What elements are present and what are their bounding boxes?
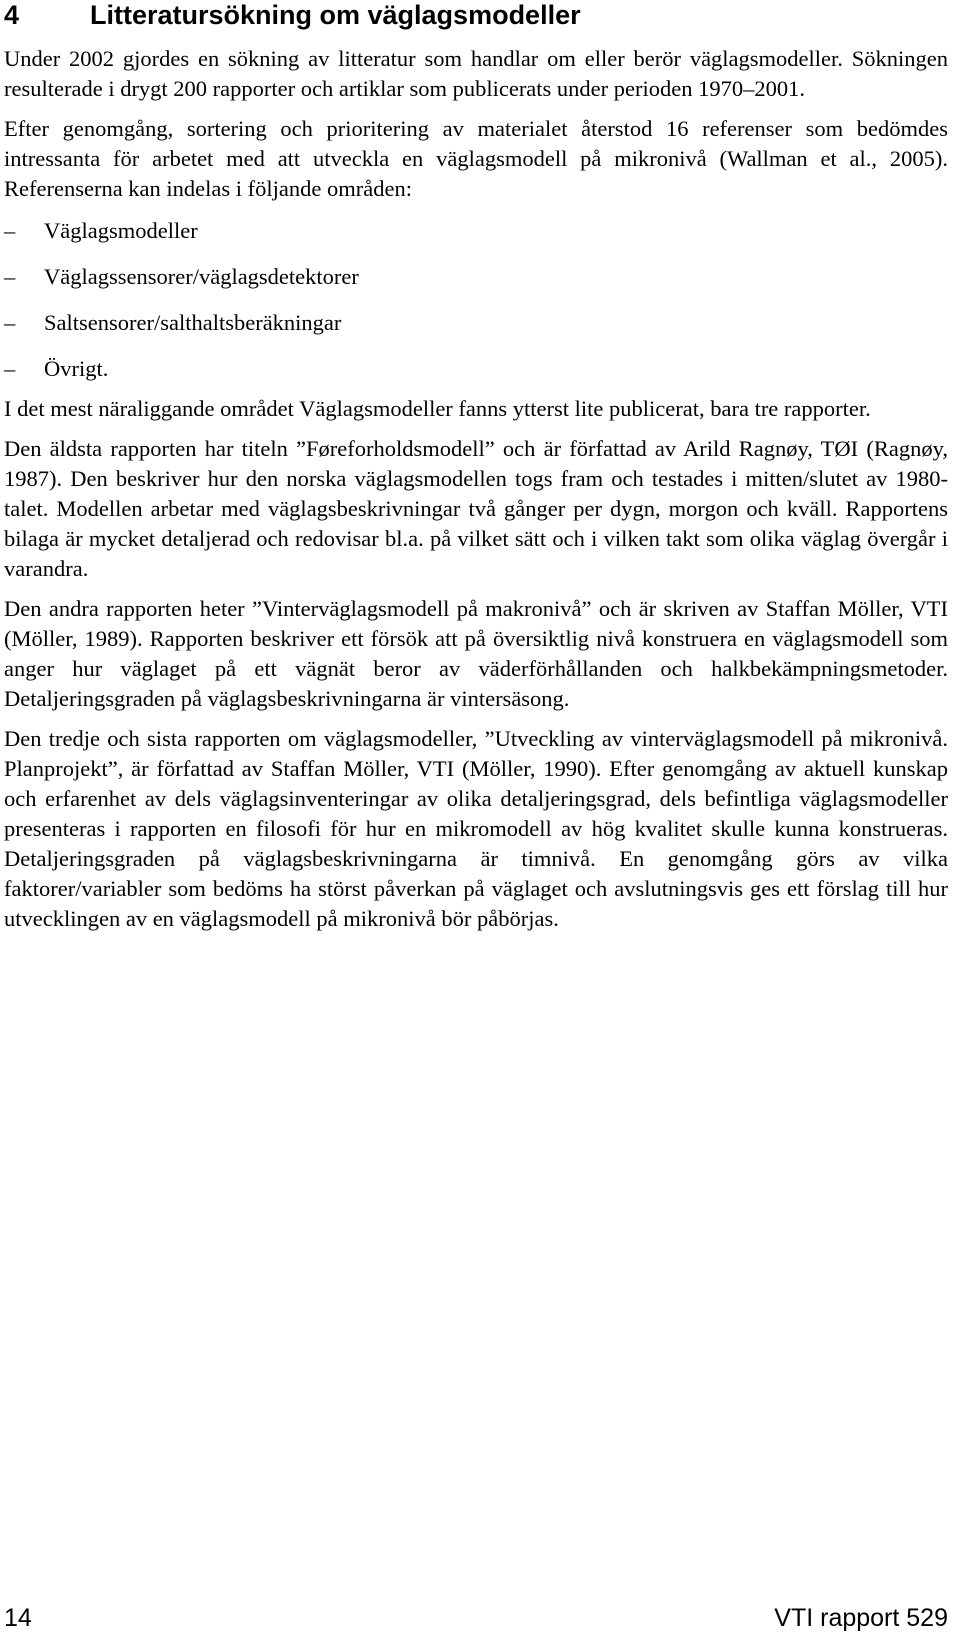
topic-list bbox=[4, 216, 948, 384]
report-name: VTI rapport 529 bbox=[774, 1604, 948, 1632]
paragraph-references: Efter genomgång, sortering och prioritering av materialet återstod 16 referenser som bedömdes intressanta för arbetet med att utveckla en väglagsmodell på mikronivå (Wallman et al., 2005). Referenserna kan indelas i följande områden: bbox=[4, 116, 948, 201]
dash-bullet: – bbox=[4, 356, 16, 381]
paragraph-second-report: Den andra rapporten heter ”Vinterväglagsmodell på makronivå” och är skriven av Staffan Möller, VTI (Möller, 1989). Rapporten beskriver ett försök att på översiktlig nivå konstruera en väglagsmodell som anger hur väglaget på ett vägnät beror av väderförhållanden och halkbekämpningsmetoder. Detaljeringsgraden på väglagsbeskrivningarna är vintersäsong. bbox=[4, 596, 948, 711]
list-item bbox=[4, 354, 948, 384]
list-item-label: Övrigt. bbox=[44, 356, 109, 381]
body-text bbox=[4, 44, 948, 944]
page-footer bbox=[4, 1604, 948, 1633]
list-item bbox=[4, 308, 948, 338]
list-item-label: Väglagsmodeller bbox=[44, 218, 198, 243]
list-item bbox=[4, 262, 948, 292]
paragraph-intro: Under 2002 gjordes en sökning av litteratur som handlar om eller berör väglagsmodeller. Sökningen resulterade i drygt 200 rapporter och artiklar som publicerats under perioden 1970–2001. bbox=[4, 46, 948, 101]
list-item bbox=[4, 216, 948, 246]
paragraph-first-report: Den äldsta rapporten har titeln ”Føreforholdsmodell” och är författad av Arild Ragnøy, TØI (Ragnøy, 1987). Den beskriver hur den norska väglagsmodellen togs fram och testades i mitten/slutet av 1980-talet. Modellen arbetar med väglagsbeskrivningar två gånger per dygn, morgon och kväll. Rapportens bilaga är mycket detaljerad och redovisar bl.a. på vilket sätt och i vilken takt som olika väglag övergår i varandra. bbox=[4, 436, 948, 581]
list-item-label: Väglagssensorer/väglagsdetektorer bbox=[44, 264, 359, 289]
list-item-label: Saltsensorer/salthaltsberäkningar bbox=[44, 310, 342, 335]
paragraph-third-report: Den tredje och sista rapporten om väglagsmodeller, ”Utveckling av vinterväglagsmodell på mikronivå. Planprojekt”, är författad av Staffan Möller, VTI (Möller, 1990). Efter genomgång av aktuell kunskap och erfarenhet av dels väglagsinventeringar av olika detaljeringsgrad, dels befintliga väglagsmodeller presenteras i rapporten en filosofi för hur en mikromodell av hög kvalitet skulle kunna konstrueras. Detaljeringsgraden på väglagsbeskrivningarna är timnivå. En genomgång görs av vilka faktorer/variabler som bedöms ha störst påverkan på väglaget och avslutningsvis ges ett förslag till hur utvecklingen av en väglagsmodell på mikronivå bör påbörjas. bbox=[4, 726, 948, 931]
section-title: Litteratursökning om väglagsmodeller bbox=[90, 0, 581, 30]
dash-bullet: – bbox=[4, 218, 16, 243]
dash-bullet: – bbox=[4, 310, 16, 335]
section-heading bbox=[4, 0, 581, 31]
page-number: 14 bbox=[4, 1604, 32, 1632]
section-number: 4 bbox=[4, 0, 20, 30]
paragraph-nearest-area: I det mest näraliggande området Väglagsmodeller fanns ytterst lite publicerat, bara tre rapporter. bbox=[4, 396, 871, 421]
dash-bullet: – bbox=[4, 264, 16, 289]
